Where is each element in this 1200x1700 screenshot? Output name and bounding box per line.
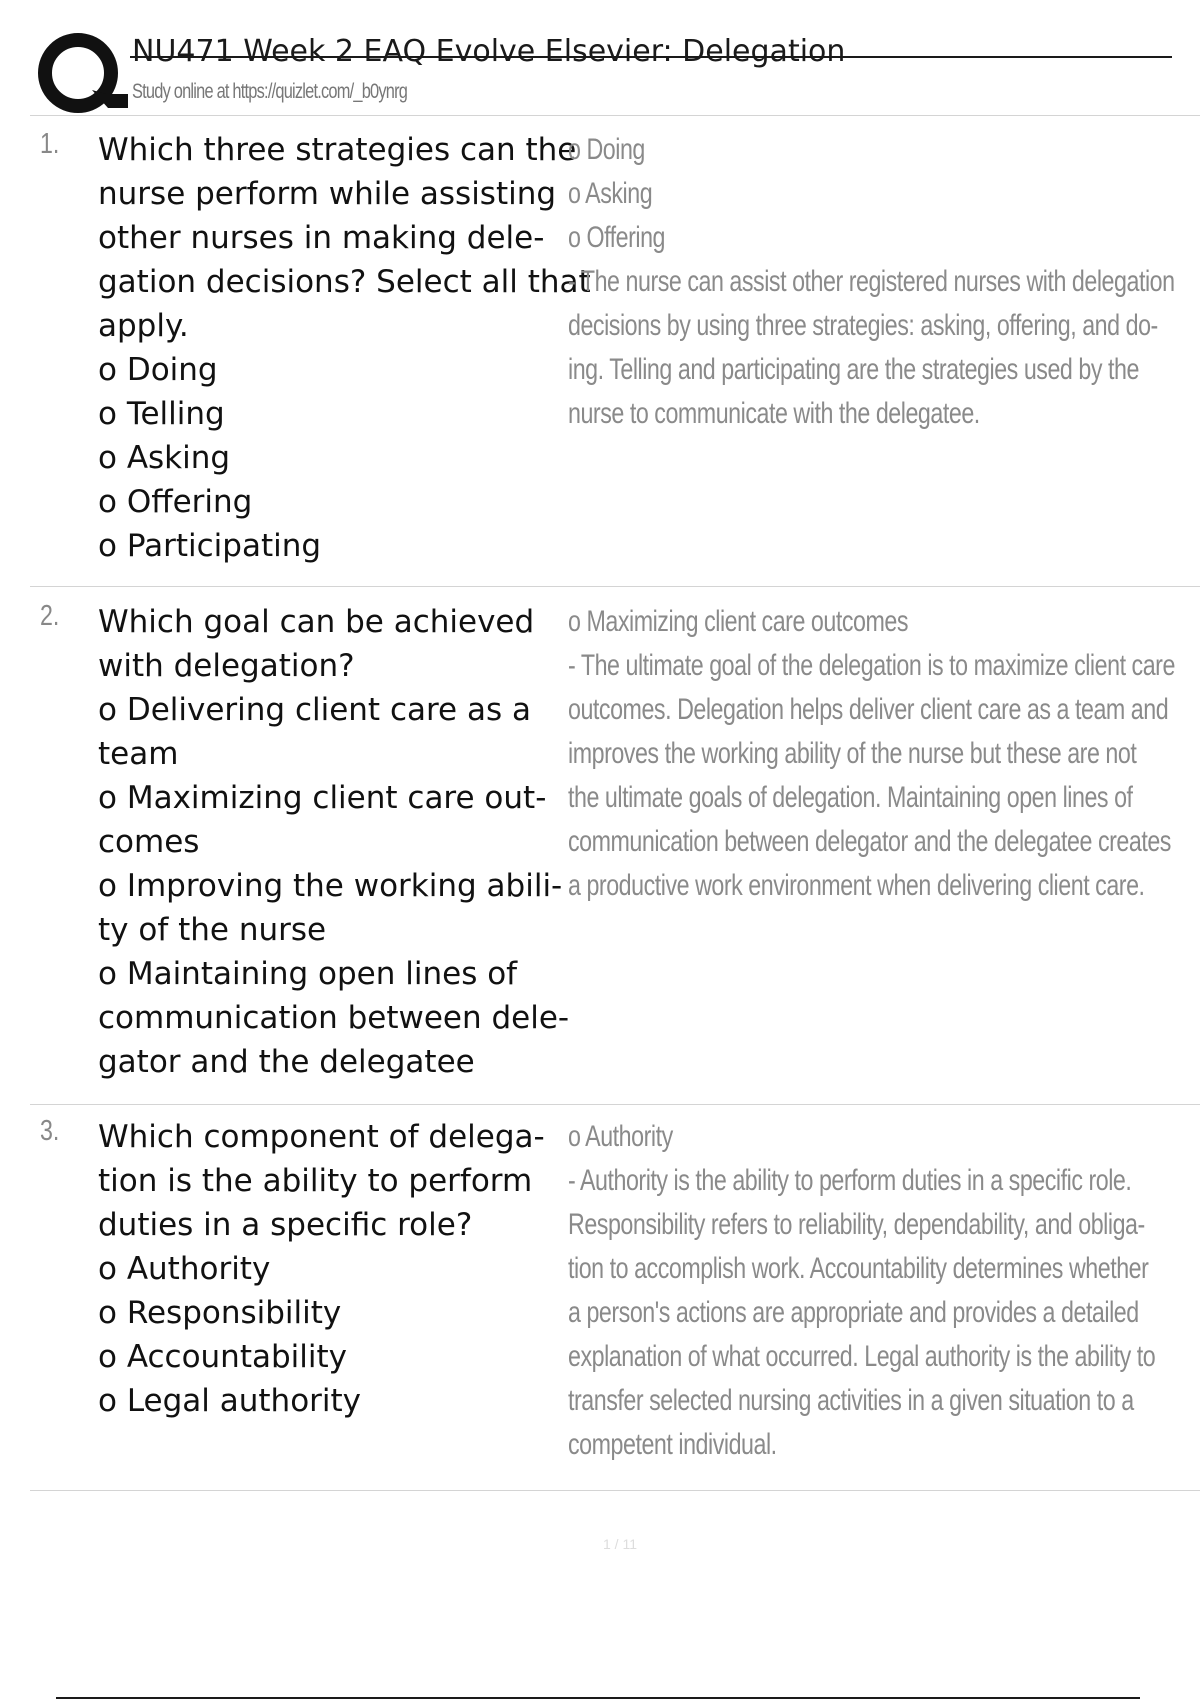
- answer-text: [568, 600, 1175, 908]
- question-option: o Asking: [98, 440, 231, 476]
- question-text: [98, 600, 588, 1084]
- answer-line: competent individual.: [568, 1428, 777, 1461]
- question-option: gator and the delegatee: [98, 1044, 475, 1080]
- question-option: o Maximizing client care out-: [98, 780, 547, 816]
- answer-line: a person's actions are appropriate and provides a detailed: [568, 1296, 1139, 1329]
- answer-line: o Doing: [568, 133, 645, 166]
- answer-line: ing. Telling and participating are the strategies used by the: [568, 353, 1139, 386]
- answer-line: explanation of what occurred. Legal authority is the ability to: [568, 1340, 1156, 1373]
- document-title: NU471 Week 2 EAQ Evolve Elsevier: Delegation: [132, 34, 846, 69]
- card-number: 1.: [40, 128, 60, 160]
- question-line: tion is the ability to perform: [98, 1163, 533, 1199]
- header-divider: [30, 115, 1200, 116]
- flashcard-3: [30, 1115, 1200, 1491]
- answer-text: [568, 128, 1175, 436]
- question-option: communication between dele-: [98, 1000, 570, 1036]
- answer-line: outcomes. Delegation helps deliver client care as a team and: [568, 693, 1169, 726]
- question-option: o Offering: [98, 484, 253, 520]
- footer-divider: [56, 1697, 1140, 1699]
- document-header: [30, 30, 1140, 115]
- answer-line: Responsibility refers to reliability, dependability, and obliga-: [568, 1208, 1145, 1241]
- question-line: nurse perform while assisting: [98, 176, 557, 212]
- card-number: 2.: [40, 600, 60, 632]
- answer-line: o Authority: [568, 1120, 673, 1153]
- quizlet-logo-icon: [30, 32, 140, 117]
- answer-line: o Offering: [568, 221, 666, 254]
- question-option: team: [98, 736, 179, 772]
- page-number: 1 / 11: [603, 1536, 637, 1552]
- question-option: o Responsibility: [98, 1295, 342, 1331]
- answer-line: o Asking: [568, 177, 653, 210]
- question-option: o Accountability: [98, 1339, 347, 1375]
- answer-line: decisions by using three strategies: asking, offering, and do-: [568, 309, 1158, 342]
- question-line: Which goal can be achieved: [98, 604, 535, 640]
- question-option: o Participating: [98, 528, 322, 564]
- question-option: o Telling: [98, 396, 225, 432]
- question-text: [98, 128, 591, 568]
- answer-line: nurse to communicate with the delegatee.: [568, 397, 980, 430]
- question-option: o Legal authority: [98, 1383, 362, 1419]
- answer-line: improves the working ability of the nurse but these are not: [568, 737, 1137, 770]
- flashcard-1: [30, 128, 1200, 587]
- question-option: o Delivering client care as a: [98, 692, 531, 728]
- answer-line: the ultimate goals of delegation. Maintaining open lines of: [568, 781, 1133, 814]
- question-line: other nurses in making dele-: [98, 220, 545, 256]
- question-option: o Authority: [98, 1251, 271, 1287]
- question-option: o Doing: [98, 352, 218, 388]
- question-line: apply.: [98, 308, 189, 344]
- question-option: o Maintaining open lines of: [98, 956, 518, 992]
- answer-line: o Maximizing client care outcomes: [568, 605, 909, 638]
- answer-text: [568, 1115, 1157, 1467]
- question-option: ty of the nurse: [98, 912, 327, 948]
- answer-line: - The ultimate goal of the delegation is to maximize client care: [568, 649, 1175, 682]
- answer-line: tion to accomplish work. Accountability determines whether: [568, 1252, 1149, 1285]
- question-text: [98, 1115, 588, 1423]
- question-line: duties in a specific role?: [98, 1207, 473, 1243]
- question-line: with delegation?: [98, 648, 355, 684]
- study-online-link[interactable]: Study online at https://quizlet.com/_b0ynrg: [132, 80, 408, 103]
- answer-line: a productive work environment when delivering client care.: [568, 869, 1145, 902]
- answer-line: communication between delegator and the delegatee creates: [568, 825, 1171, 858]
- question-line: Which three strategies can the: [98, 132, 577, 168]
- answer-line: transfer selected nursing activities in a given situation to a: [568, 1384, 1134, 1417]
- card-number: 3.: [40, 1115, 60, 1147]
- flashcard-2: [30, 600, 1200, 1105]
- question-option: comes: [98, 824, 200, 860]
- question-line: Which component of delega-: [98, 1119, 545, 1155]
- question-line: gation decisions? Select all that: [98, 264, 591, 300]
- answer-line: - Authority is the ability to perform duties in a specific role.: [568, 1164, 1132, 1197]
- answer-line: - The nurse can assist other registered nurses with delegation: [568, 265, 1175, 298]
- question-option: o Improving the working abili-: [98, 868, 563, 904]
